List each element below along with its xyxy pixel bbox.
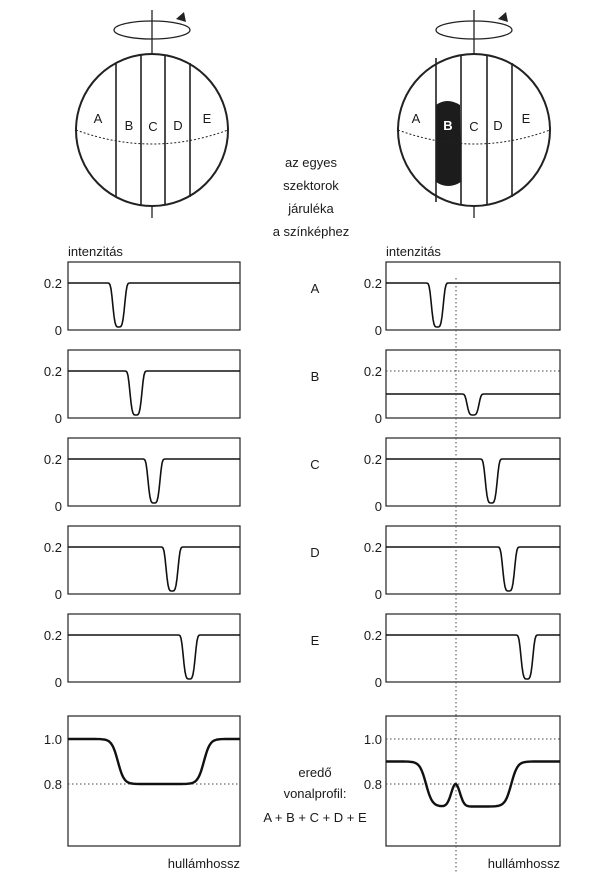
panel-right-b	[386, 350, 560, 418]
tick-left-c-02: 0.2	[43, 452, 62, 467]
tick-right-sum-10: 1.0	[363, 732, 382, 747]
tick-left-c-0: 0	[54, 499, 62, 514]
panel-left-b	[68, 350, 240, 418]
tick-left-d-02: 0.2	[43, 540, 62, 555]
tick-left-b-0: 0	[54, 411, 62, 426]
profile-right-sum	[386, 762, 560, 807]
tick-left-a-0: 0	[54, 323, 62, 338]
middle-caption-line-4: a színképhez	[272, 224, 350, 239]
middle-caption	[273, 155, 350, 239]
tick-left-e-0: 0	[54, 675, 62, 690]
sector-label-left-e: E	[202, 111, 212, 126]
row-label-d: D	[310, 545, 320, 560]
result-caption-line-1: eredő	[298, 765, 332, 780]
rotation-arrowhead-right	[498, 12, 508, 22]
sector-label-right-d: D	[493, 118, 503, 133]
rotation-arrowhead-left	[176, 12, 186, 22]
profile-left-a	[68, 283, 240, 327]
right-globe	[398, 10, 550, 218]
x-axis-label-left: hullámhossz	[167, 856, 240, 871]
tick-right-d-0: 0	[374, 587, 382, 602]
sector-label-right-c: C	[469, 119, 479, 134]
tick-right-a-0: 0	[374, 323, 382, 338]
tick-right-d-02: 0.2	[363, 540, 382, 555]
x-axis-label-right: hullámhossz	[487, 856, 560, 871]
tick-left-b-02: 0.2	[43, 364, 62, 379]
middle-caption-line-3: járuléka	[288, 201, 334, 216]
tick-left-sum-08: 0.8	[43, 777, 62, 792]
tick-right-c-0: 0	[374, 499, 382, 514]
row-label-b: B	[310, 369, 320, 384]
middle-caption-line-2: szektorok	[283, 178, 339, 193]
profile-left-c	[68, 459, 240, 503]
tick-left-e-02: 0.2	[43, 628, 62, 643]
profile-right-e	[386, 635, 560, 679]
profile-left-b	[68, 371, 240, 415]
sector-label-right-e: E	[521, 111, 531, 126]
panel-left-a	[68, 262, 240, 330]
tick-right-b-0: 0	[374, 411, 382, 426]
tick-right-e-0: 0	[374, 675, 382, 690]
sector-label-left-c: C	[148, 119, 158, 134]
tick-left-sum-10: 1.0	[43, 732, 62, 747]
profile-right-c	[386, 459, 560, 503]
row-label-c: C	[310, 457, 320, 472]
profile-left-sum	[68, 739, 240, 784]
panel-left-sum	[68, 716, 240, 846]
panel-right-c	[386, 438, 560, 506]
panel-left-e	[68, 614, 240, 682]
sector-label-left-d: D	[173, 118, 183, 133]
tick-right-e-02: 0.2	[363, 628, 382, 643]
panel-left-c	[68, 438, 240, 506]
panel-right-a	[386, 262, 560, 330]
y-axis-label-left: intenzitás	[68, 244, 123, 259]
panel-right-d	[386, 526, 560, 594]
tick-right-sum-08: 0.8	[363, 777, 382, 792]
profile-left-d	[68, 547, 240, 591]
row-label-a: A	[310, 281, 320, 296]
profile-right-a	[386, 283, 560, 327]
panel-right-sum	[386, 716, 560, 846]
panel-left-d	[68, 526, 240, 594]
sector-label-left-a: A	[93, 111, 103, 126]
row-label-e: E	[310, 633, 320, 648]
sector-label-right-a: A	[411, 111, 421, 126]
left-globe	[76, 10, 228, 218]
result-caption-line-2: vonalprofil:	[283, 786, 347, 801]
y-axis-label-right: intenzitás	[386, 244, 441, 259]
tick-left-d-0: 0	[54, 587, 62, 602]
sector-label-right-b: B	[443, 118, 453, 133]
tick-left-a-02: 0.2	[43, 276, 62, 291]
sector-label-left-b: B	[124, 118, 134, 133]
profile-right-d	[386, 547, 560, 591]
tick-right-c-02: 0.2	[363, 452, 382, 467]
profile-left-e	[68, 635, 240, 679]
middle-caption-line-1: az egyes	[284, 155, 338, 170]
tick-right-a-02: 0.2	[363, 276, 382, 291]
profile-right-b	[386, 394, 560, 415]
tick-right-b-02: 0.2	[363, 364, 382, 379]
spectrum-panels	[44, 262, 560, 872]
result-caption-line-3: A + B + C + D + E	[263, 810, 367, 825]
